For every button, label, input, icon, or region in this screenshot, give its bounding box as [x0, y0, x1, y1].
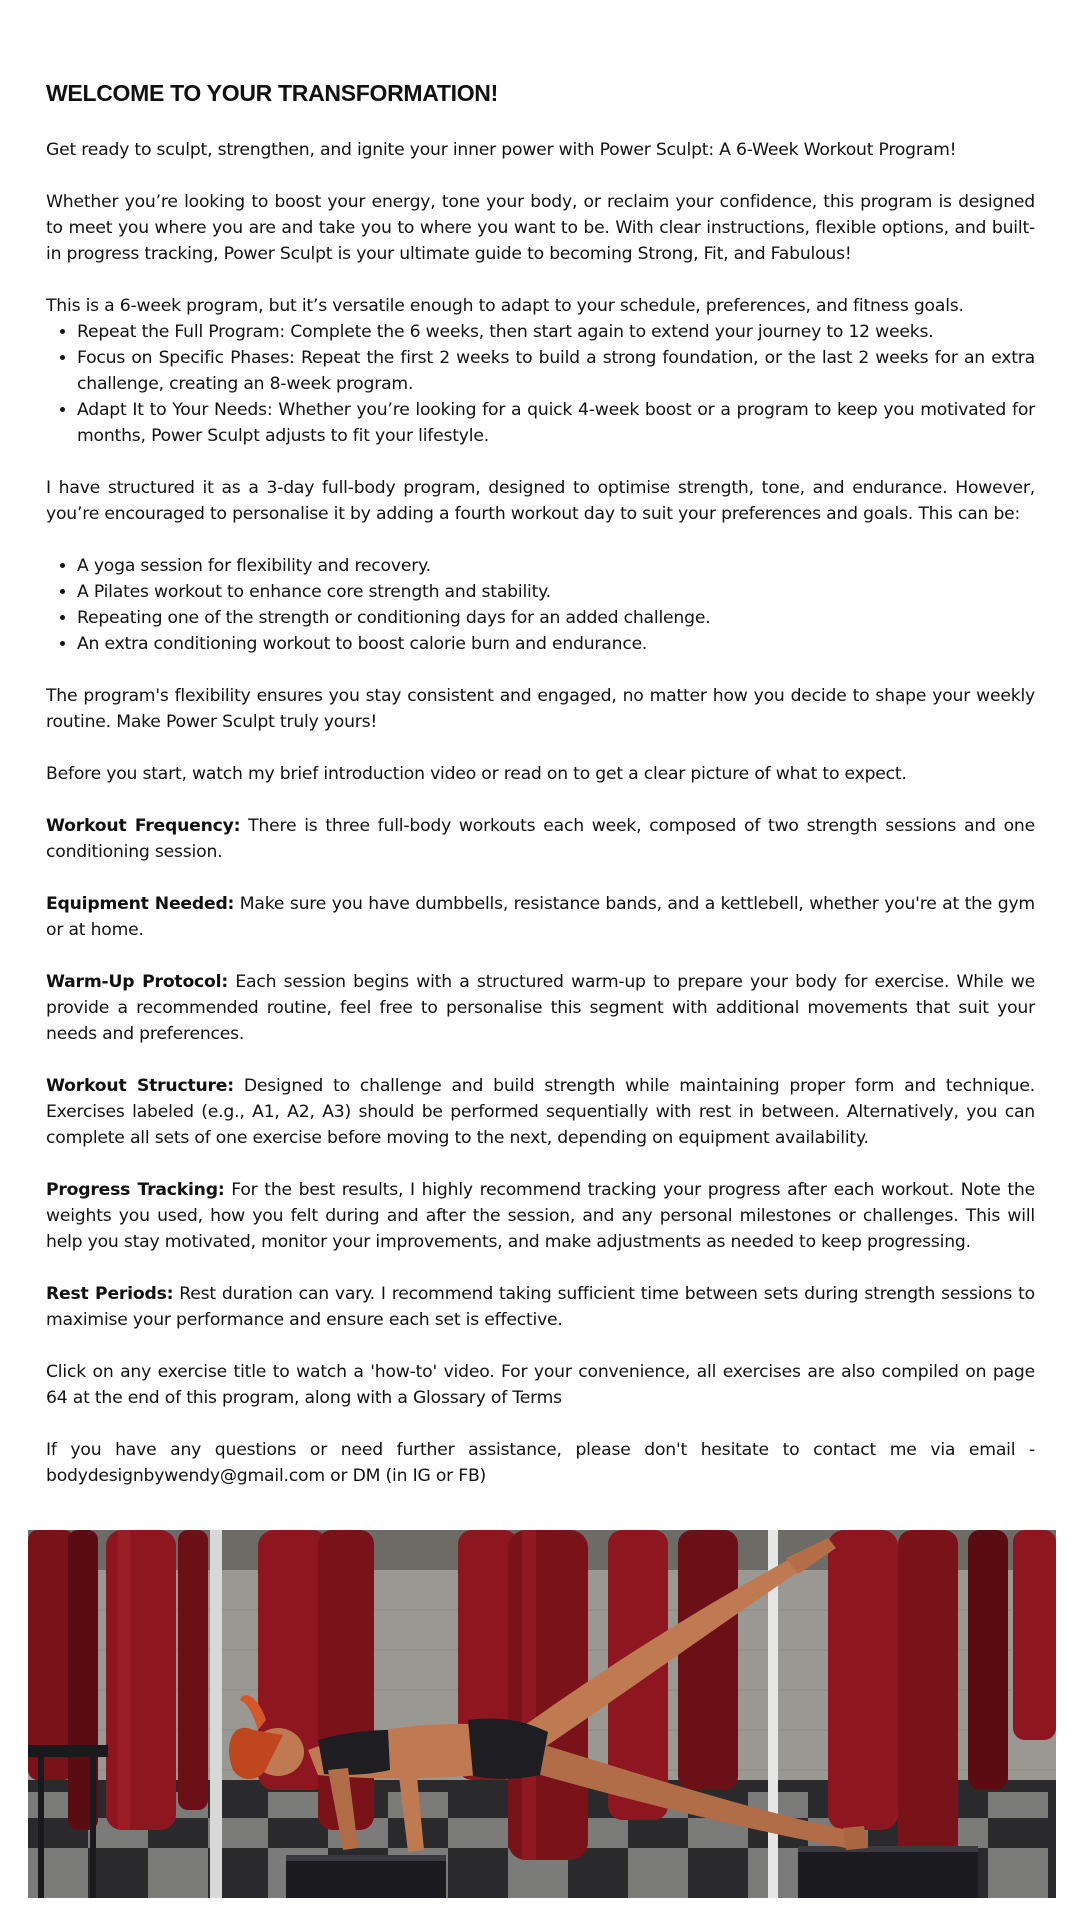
list-item: • Adapt It to Your Needs: Whether you’re looking for a quick 4-week boost or a program to keep you motivated for months, Power Sculpt adjusts to fit your lifestyle.	[77, 397, 1035, 449]
exercise-videos-paragraph: Click on any exercise title to watch a 'how-to' video. For your convenience, all exercises are also compiled on page 64 at the end of this program, along with a Glossary of Terms	[46, 1362, 1035, 1408]
program-overview-paragraph: Whether you’re looking to boost your energy, tone your body, or reclaim your confidence, this program is designed to meet you where you are and take you to where you want to be. With clear instructions, flexible options, and built-in progress tracking, Power Sculpt is your ultimate guide to becoming Strong, Fit, and Fabulous!	[46, 192, 1035, 264]
section-label: Warm-Up Protocol:	[46, 972, 229, 992]
workout-frequency-section	[46, 813, 1035, 865]
list-item: • Repeating one of the strength or conditioning days for an added challenge.	[77, 605, 1035, 631]
intro-paragraph: Get ready to sculpt, strengthen, and ignite your inner power with Power Sculpt: A 6-Week Workout Program!	[46, 140, 957, 160]
section-text: There is three full-body workouts each week, composed of two strength sessions and one conditioning session.	[46, 816, 1035, 862]
list-item: • Repeat the Full Program: Complete the 6 weeks, then start again to extend your journey to 12 weeks.	[77, 319, 1035, 345]
list-item: • A Pilates workout to enhance core strength and stability.	[77, 579, 1035, 605]
page-title: WELCOME TO YOUR TRANSFORMATION!	[46, 80, 498, 106]
list-item: • An extra conditioning workout to boost calorie burn and endurance.	[77, 631, 1035, 657]
list-item: • Focus on Specific Phases: Repeat the first 2 weeks to build a strong foundation, or the last 2 weeks for an extra challenge, creating an 8-week program.	[77, 345, 1035, 397]
equipment-section	[46, 891, 1035, 943]
contact-paragraph: If you have any questions or need further assistance, please don't hesitate to contact me via email - bodydesignbywendy@gmail.com or DM (in IG or FB)	[46, 1440, 1035, 1486]
workout-structure-section	[46, 1073, 1035, 1151]
plyo-box-right	[798, 1846, 978, 1898]
section-label: Workout Frequency:	[46, 816, 241, 836]
document-body	[46, 78, 1035, 1515]
workout-photo	[28, 1530, 1056, 1898]
section-text: Designed to challenge and build strength while maintaining proper form and technique. Exercises labeled (e.g., A1, A2, A3) should be performed sequentially with rest in between. Alternatively, you can complete all sets of one exercise before moving to the next, depending on equipment availability.	[46, 1076, 1035, 1148]
program-length-paragraph: This is a 6-week program, but it’s versatile enough to adapt to your schedule, preferences, and fitness goals.	[46, 296, 964, 316]
intro-video-paragraph: Before you start, watch my brief introduction video or read on to get a clear picture of what to expect.	[46, 764, 907, 784]
section-text: For the best results, I highly recommend tracking your progress after each workout. Note the weights you used, how you felt during and after the session, and any personal milestones or challenges. This will help you stay motivated, monitor your improvements, and make adjustments as needed to keep progressing.	[46, 1180, 1035, 1252]
warm-up-section	[46, 969, 1035, 1047]
section-label: Rest Periods:	[46, 1284, 174, 1304]
progress-tracking-section	[46, 1177, 1035, 1255]
rest-periods-section	[46, 1281, 1035, 1333]
list-item: • A yoga session for flexibility and recovery.	[77, 553, 1035, 579]
plyo-box-left	[286, 1855, 446, 1898]
section-label: Workout Structure:	[46, 1076, 234, 1096]
program-options-list	[46, 319, 1035, 449]
section-text: Make sure you have dumbbells, resistance bands, and a kettlebell, whether you're at the gym or at home.	[46, 894, 1035, 940]
section-label: Equipment Needed:	[46, 894, 235, 914]
program-structure-paragraph: I have structured it as a 3-day full-body program, designed to optimise strength, tone, and endurance. However, you’re encouraged to personalise it by adding a fourth workout day to suit your preferences and goals. This can be:	[46, 478, 1035, 524]
flexibility-paragraph: The program's flexibility ensures you stay consistent and engaged, no matter how you decide to shape your weekly routine. Make Power Sculpt truly yours!	[46, 686, 1035, 732]
section-text: Rest duration can vary. I recommend taking sufficient time between sets during strength sessions to maximise your performance and ensure each set is effective.	[46, 1284, 1035, 1330]
section-text: Each session begins with a structured warm-up to prepare your body for exercise. While we provide a recommended routine, feel free to personalise this segment with additional movements that suit your needs and preferences.	[46, 972, 1035, 1044]
section-label: Progress Tracking:	[46, 1180, 225, 1200]
fourth-day-options-list	[46, 553, 1035, 657]
